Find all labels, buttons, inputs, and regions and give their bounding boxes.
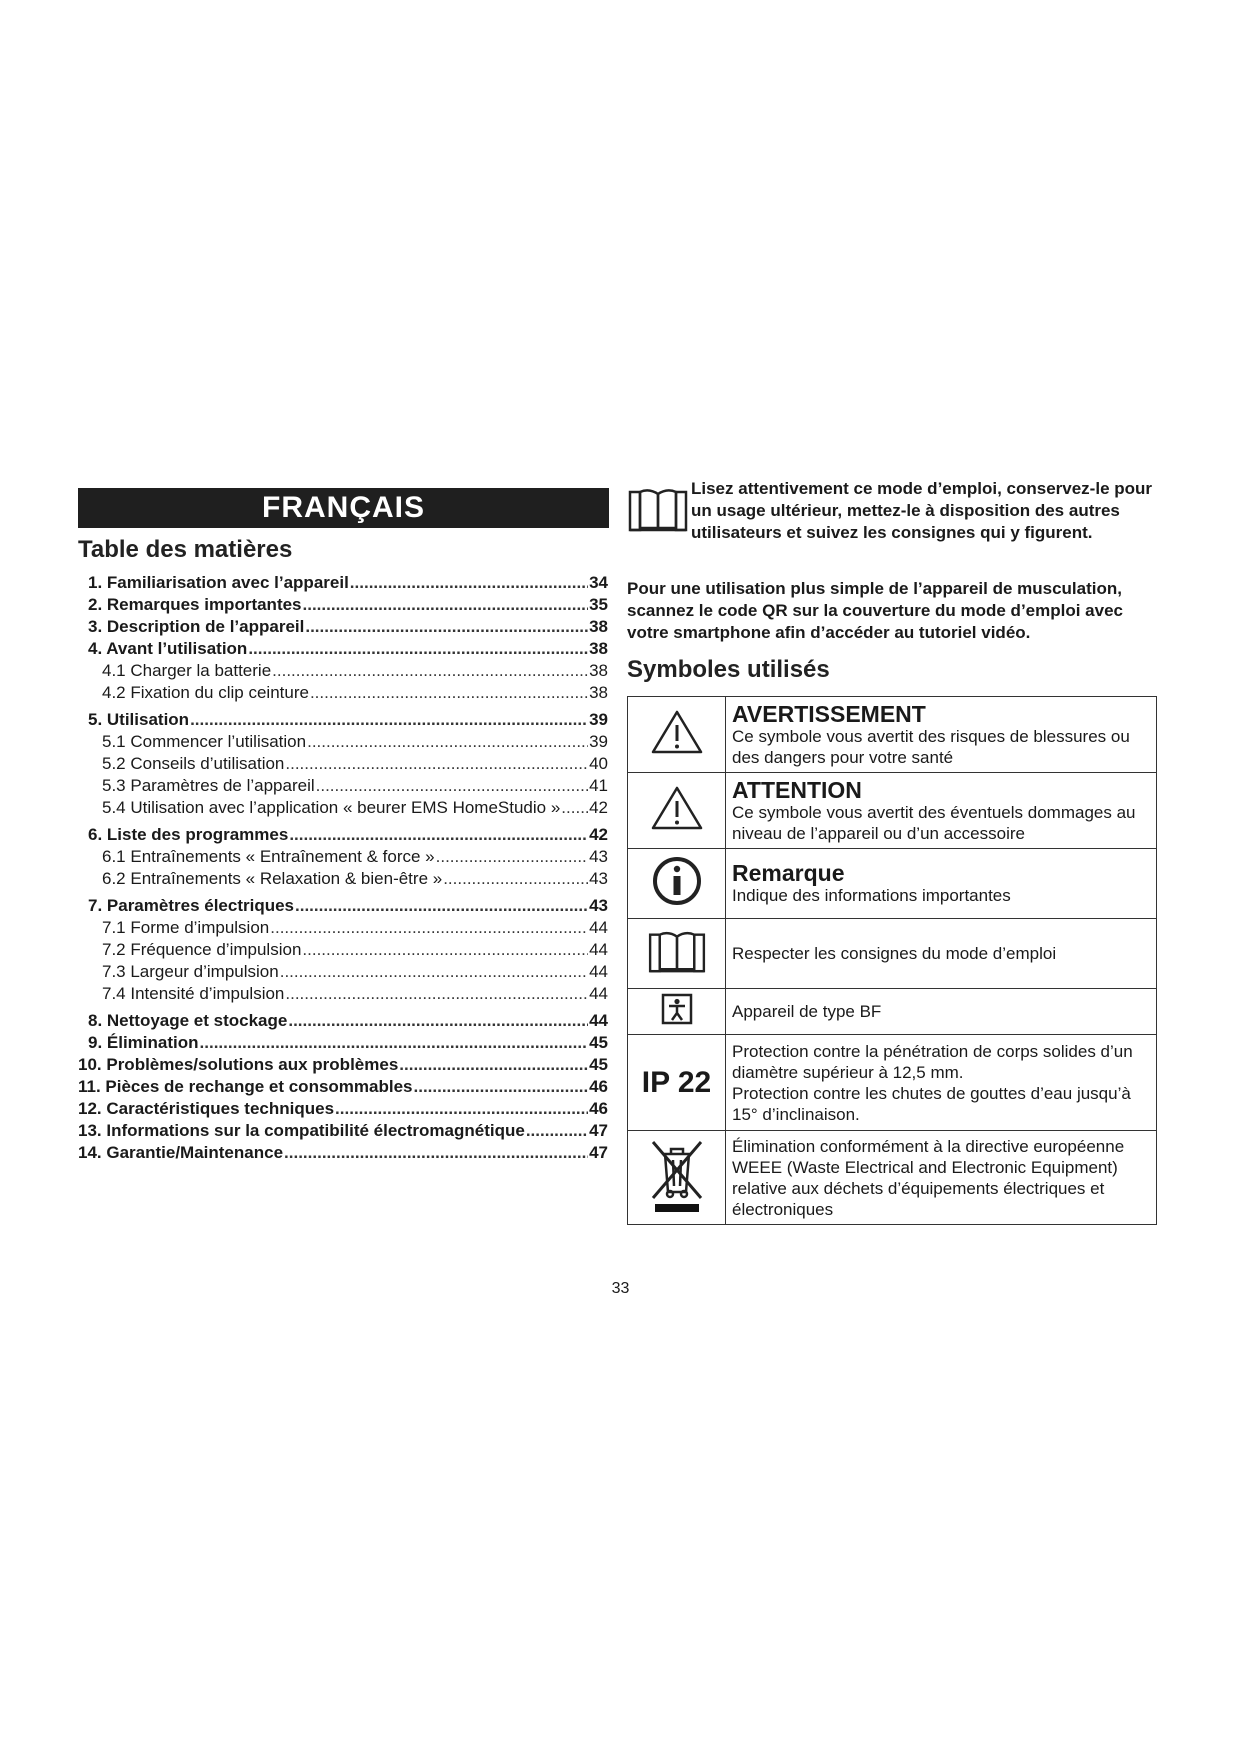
toc-subentry bbox=[78, 939, 608, 961]
toc-entry bbox=[78, 572, 608, 594]
toc-label: 7.4 Intensité d’impulsion bbox=[102, 984, 285, 1003]
toc-leader-dots bbox=[284, 1142, 588, 1164]
toc-label: 4.1 Charger la batterie bbox=[102, 661, 272, 680]
toc-leader-dots bbox=[399, 1054, 588, 1076]
toc-page-number: 45 bbox=[589, 1055, 608, 1074]
toc-page-number: 38 bbox=[589, 661, 608, 680]
toc-label: 7. Paramètres électriques bbox=[88, 896, 295, 915]
symbol-heading: Remarque bbox=[732, 860, 845, 886]
toc-entry bbox=[78, 1076, 608, 1098]
toc-page-number: 46 bbox=[589, 1099, 608, 1118]
toc-label: 5. Utilisation bbox=[88, 710, 190, 729]
language-banner: FRANÇAIS bbox=[78, 488, 609, 528]
toc-entry bbox=[78, 638, 608, 660]
toc-page-number: 39 bbox=[589, 710, 608, 729]
toc-leader-dots bbox=[307, 731, 588, 753]
ip-rating-label: IP 22 bbox=[641, 1065, 712, 1099]
toc-page-number: 42 bbox=[589, 798, 608, 817]
toc-entry bbox=[78, 1054, 608, 1076]
toc-label: 14. Garantie/Maintenance bbox=[78, 1143, 284, 1162]
symbol-row-remarque bbox=[628, 849, 1157, 919]
toc-label: 1. Familiarisation avec l’appareil bbox=[88, 573, 349, 592]
toc-leader-dots bbox=[295, 895, 588, 917]
symbol-description: Ce symbole vous avertit des éventuels dommages au niveau de l’appareil ou d’un accessoire bbox=[732, 802, 1136, 843]
toc-label: 6. Liste des programmes bbox=[88, 825, 289, 844]
toc-leader-dots bbox=[248, 638, 588, 660]
toc-entry bbox=[78, 824, 608, 846]
toc-leader-dots bbox=[526, 1120, 588, 1142]
toc-entry bbox=[78, 1010, 608, 1032]
toc-page-number: 39 bbox=[589, 732, 608, 751]
toc-label: 10. Problèmes/solutions aux problèmes bbox=[78, 1055, 399, 1074]
toc-page-number: 44 bbox=[589, 962, 608, 981]
symbol-description: Protection contre la pénétration de corps solides d’un diamètre supérieur à 12,5 mm. bbox=[732, 1041, 1133, 1082]
toc-label: 9. Élimination bbox=[88, 1033, 199, 1052]
toc-leader-dots bbox=[436, 846, 588, 868]
toc-page-number: 38 bbox=[589, 683, 608, 702]
toc-page-number: 38 bbox=[589, 617, 608, 636]
warning-triangle-icon bbox=[649, 708, 705, 756]
toc-leader-dots bbox=[310, 682, 588, 704]
toc-label: 4.2 Fixation du clip ceinture bbox=[102, 683, 309, 702]
page-number: 33 bbox=[611, 1280, 630, 1297]
toc-label: 7.3 Largeur d’impulsion bbox=[102, 962, 279, 981]
symbol-heading: ATTENTION bbox=[732, 776, 862, 803]
toc-page-number: 40 bbox=[589, 754, 608, 773]
weee-bin-icon bbox=[649, 1136, 705, 1214]
toc-label: 11. Pièces de rechange et consommables bbox=[78, 1077, 413, 1096]
symbol-row-attention bbox=[628, 773, 1157, 849]
symbol-description: Élimination conformément à la directive européenne WEEE (Waste Electrical and Electronic Equipment) relative aux déchets d’équipements électriques et électroniques bbox=[732, 1136, 1125, 1219]
toc-leader-dots bbox=[335, 1098, 588, 1120]
symbol-row-ip22 bbox=[628, 1035, 1157, 1131]
toc-leader-dots bbox=[285, 983, 588, 1005]
intro-block bbox=[627, 478, 1157, 570]
toc-entry bbox=[78, 895, 608, 917]
toc-leader-dots bbox=[270, 917, 588, 939]
toc-subentry bbox=[78, 797, 608, 819]
toc-label: 2. Remarques importantes bbox=[88, 595, 302, 614]
toc-leader-dots bbox=[561, 797, 588, 819]
symbol-row-weee bbox=[628, 1131, 1157, 1225]
info-icon bbox=[651, 855, 703, 907]
toc-page-number: 42 bbox=[589, 825, 608, 844]
symbol-row-type-bf bbox=[628, 989, 1157, 1035]
toc-entry bbox=[78, 709, 608, 731]
toc-leader-dots bbox=[200, 1032, 589, 1054]
toc-subentry bbox=[78, 753, 608, 775]
toc-entry bbox=[78, 594, 608, 616]
warning-triangle-icon bbox=[649, 784, 705, 832]
toc-label: 7.1 Forme d’impulsion bbox=[102, 918, 270, 937]
toc-subentry bbox=[78, 983, 608, 1005]
symbol-row-instructions bbox=[628, 919, 1157, 989]
toc-page-number: 47 bbox=[589, 1143, 608, 1162]
toc-subentry bbox=[78, 846, 608, 868]
toc-subentry bbox=[78, 775, 608, 797]
symbol-description: Ce symbole vous avertit des risques de blessures ou des dangers pour votre santé bbox=[732, 726, 1130, 767]
toc-page-number: 38 bbox=[589, 639, 608, 658]
toc-page-number: 43 bbox=[589, 869, 608, 888]
toc-page-number: 43 bbox=[589, 896, 608, 915]
toc-leader-dots bbox=[288, 1010, 588, 1032]
symbol-description: Appareil de type BF bbox=[732, 1002, 882, 1021]
toc-page-number: 41 bbox=[589, 776, 608, 795]
toc-leader-dots bbox=[316, 775, 588, 797]
toc-entry bbox=[78, 1120, 608, 1142]
toc-leader-dots bbox=[302, 939, 588, 961]
toc-label: 7.2 Fréquence d’impulsion bbox=[102, 940, 302, 959]
toc-page-number: 44 bbox=[589, 918, 608, 937]
toc-page-number: 46 bbox=[589, 1077, 608, 1096]
toc-label: 6.1 Entraînements « Entraînement & force » bbox=[102, 847, 435, 866]
toc-leader-dots bbox=[443, 868, 588, 890]
toc-page-number: 34 bbox=[589, 573, 608, 592]
intro-text: Lisez attentivement ce mode d’emploi, conservez-le pour un usage ultérieur, mettez-le à disposition des autres utilisateurs et suivez les consignes qui y figurent. bbox=[691, 479, 1153, 542]
toc-label: 3. Description de l’appareil bbox=[88, 617, 305, 636]
toc-leader-dots bbox=[289, 824, 588, 846]
toc-leader-dots bbox=[305, 616, 588, 638]
toc-label: 5.1 Commencer l’utilisation bbox=[102, 732, 307, 751]
toc-subentry bbox=[78, 682, 608, 704]
toc-page-number: 44 bbox=[589, 984, 608, 1003]
toc-title: Table des matières bbox=[78, 536, 293, 563]
toc-entry bbox=[78, 1032, 608, 1054]
toc-entry bbox=[78, 1142, 608, 1164]
toc-leader-dots bbox=[303, 594, 589, 616]
toc-leader-dots bbox=[190, 709, 588, 731]
toc-page-number: 44 bbox=[589, 940, 608, 959]
toc-leader-dots bbox=[280, 961, 588, 983]
table-of-contents bbox=[78, 572, 608, 1164]
toc-label: 5.3 Paramètres de l’appareil bbox=[102, 776, 315, 795]
toc-page-number: 35 bbox=[589, 595, 608, 614]
toc-page-number: 45 bbox=[589, 1033, 608, 1052]
symbol-description: Indique des informations importantes bbox=[732, 886, 1011, 905]
toc-label: 13. Informations sur la compatibilité électromagnétique bbox=[78, 1121, 525, 1140]
symbol-heading: AVERTISSEMENT bbox=[732, 700, 926, 727]
type-bf-icon bbox=[660, 992, 694, 1026]
qr-code-note: Pour une utilisation plus simple de l’appareil de musculation, scannez le code QR sur la couverture du mode d’emploi avec votre smartphone afin d’accéder au tutoriel vidéo. bbox=[627, 579, 1123, 642]
toc-leader-dots bbox=[285, 753, 588, 775]
toc-label: 6.2 Entraînements « Relaxation & bien-être » bbox=[102, 869, 443, 888]
symbol-description-2: Protection contre les chutes de gouttes d’eau jusqu’à 15° d’inclinaison. bbox=[732, 1083, 1131, 1124]
symbols-table bbox=[627, 696, 1157, 1225]
toc-page-number: 43 bbox=[589, 847, 608, 866]
symbol-row-warning bbox=[628, 697, 1157, 773]
toc-subentry bbox=[78, 917, 608, 939]
toc-label: 12. Caractéristiques techniques bbox=[78, 1099, 335, 1118]
toc-subentry bbox=[78, 868, 608, 890]
toc-leader-dots bbox=[350, 572, 588, 594]
toc-entry bbox=[78, 1098, 608, 1120]
toc-page-number: 44 bbox=[589, 1011, 608, 1030]
toc-label: 4. Avant l’utilisation bbox=[88, 639, 248, 658]
toc-subentry bbox=[78, 961, 608, 983]
book-icon bbox=[647, 927, 707, 975]
toc-entry bbox=[78, 616, 608, 638]
toc-label: 5.2 Conseils d’utilisation bbox=[102, 754, 285, 773]
toc-subentry bbox=[78, 731, 608, 753]
right-column bbox=[627, 478, 1157, 1219]
book-icon bbox=[627, 484, 689, 534]
symbol-description: Respecter les consignes du mode d’emploi bbox=[732, 944, 1057, 963]
toc-label: 8. Nettoyage et stockage bbox=[88, 1011, 288, 1030]
toc-label: 5.4 Utilisation avec l’application « beurer EMS HomeStudio » bbox=[102, 798, 561, 817]
toc-leader-dots bbox=[414, 1076, 589, 1098]
symbols-title: Symboles utilisés bbox=[627, 656, 830, 683]
toc-page-number: 47 bbox=[589, 1121, 608, 1140]
toc-leader-dots bbox=[272, 660, 588, 682]
toc-subentry bbox=[78, 660, 608, 682]
